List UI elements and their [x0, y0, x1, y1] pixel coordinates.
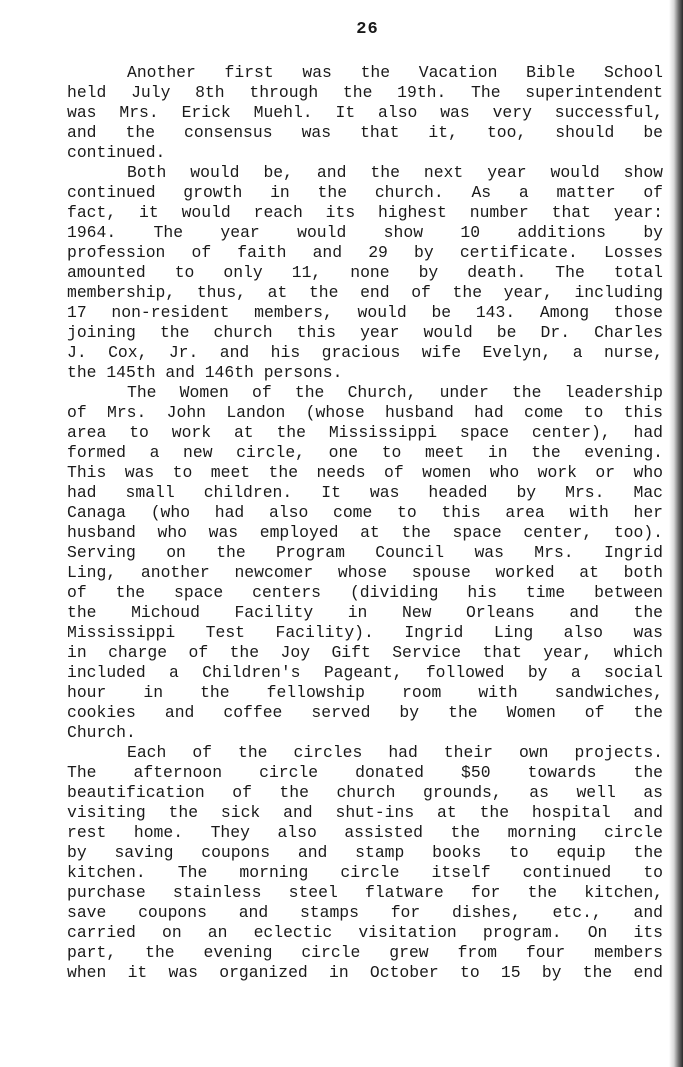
- text-line: 17 non-resident members, would be 143. Among those: [67, 303, 663, 322]
- text-line: carried on an eclectic visitation program. On its: [67, 923, 663, 942]
- text-line: continued growth in the church. As a matter of: [67, 183, 663, 202]
- body-text: [67, 63, 663, 983]
- text-line: cookies and coffee served by the Women of the: [67, 703, 663, 722]
- text-line: had small children. It was headed by Mrs. Mac: [67, 483, 663, 502]
- text-line: and the consensus was that it, too, should be: [67, 123, 663, 142]
- text-line: formed a new circle, one to meet in the evening.: [67, 443, 663, 462]
- text-line: in charge of the Joy Gift Service that year, which: [67, 643, 663, 662]
- text-line: husband who was employed at the space center, too).: [67, 523, 663, 542]
- text-line: Ling, another newcomer whose spouse worked at both: [67, 563, 663, 582]
- text-line: J. Cox, Jr. and his gracious wife Evelyn, a nurse,: [67, 343, 663, 362]
- text-line: save coupons and stamps for dishes, etc., and: [67, 903, 663, 922]
- page-number: 26: [356, 20, 379, 39]
- text-line: hour in the fellowship room with sandwiches,: [67, 683, 663, 702]
- text-line: rest home. They also assisted the morning circle: [67, 823, 663, 842]
- text-line: profession of faith and 29 by certificate. Losses: [67, 243, 663, 262]
- text-line: Canaga (who had also come to this area with her: [67, 503, 663, 522]
- text-line: by saving coupons and stamp books to equip the: [67, 843, 663, 862]
- text-line: Church.: [67, 723, 136, 742]
- text-line: of Mrs. John Landon (whose husband had come to this: [67, 403, 663, 422]
- text-line: 1964. The year would show 10 additions by: [67, 223, 663, 242]
- text-line: fact, it would reach its highest number that year:: [67, 203, 663, 222]
- text-line: beautification of the church grounds, as well as: [67, 783, 663, 802]
- page-edge-shadow: [669, 0, 683, 1067]
- text-line: This was to meet the needs of women who work or who: [67, 463, 663, 482]
- text-line: area to work at the Mississippi space center), had: [67, 423, 663, 442]
- text-line: The afternoon circle donated $50 towards the: [67, 763, 663, 782]
- text-line: included a Children's Pageant, followed by a social: [67, 663, 663, 682]
- text-line: the Michoud Facility in New Orleans and the: [67, 603, 663, 622]
- text-line: membership, thus, at the end of the year, including: [67, 283, 663, 302]
- text-line: Serving on the Program Council was Mrs. Ingrid: [67, 543, 663, 562]
- text-line: was Mrs. Erick Muehl. It also was very successful,: [67, 103, 663, 122]
- text-line: Each of the circles had their own projects.: [127, 743, 663, 762]
- text-line: the 145th and 146th persons.: [67, 363, 343, 382]
- text-line: part, the evening circle grew from four members: [67, 943, 663, 962]
- text-line: purchase stainless steel flatware for the kitchen,: [67, 883, 663, 902]
- text-line: Both would be, and the next year would show: [127, 163, 663, 182]
- text-line: of the space centers (dividing his time between: [67, 583, 663, 602]
- text-line: visiting the sick and shut-ins at the hospital and: [67, 803, 663, 822]
- text-line: Mississippi Test Facility). Ingrid Ling also was: [67, 623, 663, 642]
- text-line: continued.: [67, 143, 166, 162]
- text-line: amounted to only 11, none by death. The total: [67, 263, 663, 282]
- text-line: The Women of the Church, under the leadership: [127, 383, 663, 402]
- text-line: Another first was the Vacation Bible School: [127, 63, 663, 82]
- text-line: joining the church this year would be Dr. Charles: [67, 323, 663, 342]
- text-line: held July 8th through the 19th. The superintendent: [67, 83, 663, 102]
- text-line: when it was organized in October to 15 by the end: [67, 963, 663, 982]
- text-line: kitchen. The morning circle itself continued to: [67, 863, 663, 882]
